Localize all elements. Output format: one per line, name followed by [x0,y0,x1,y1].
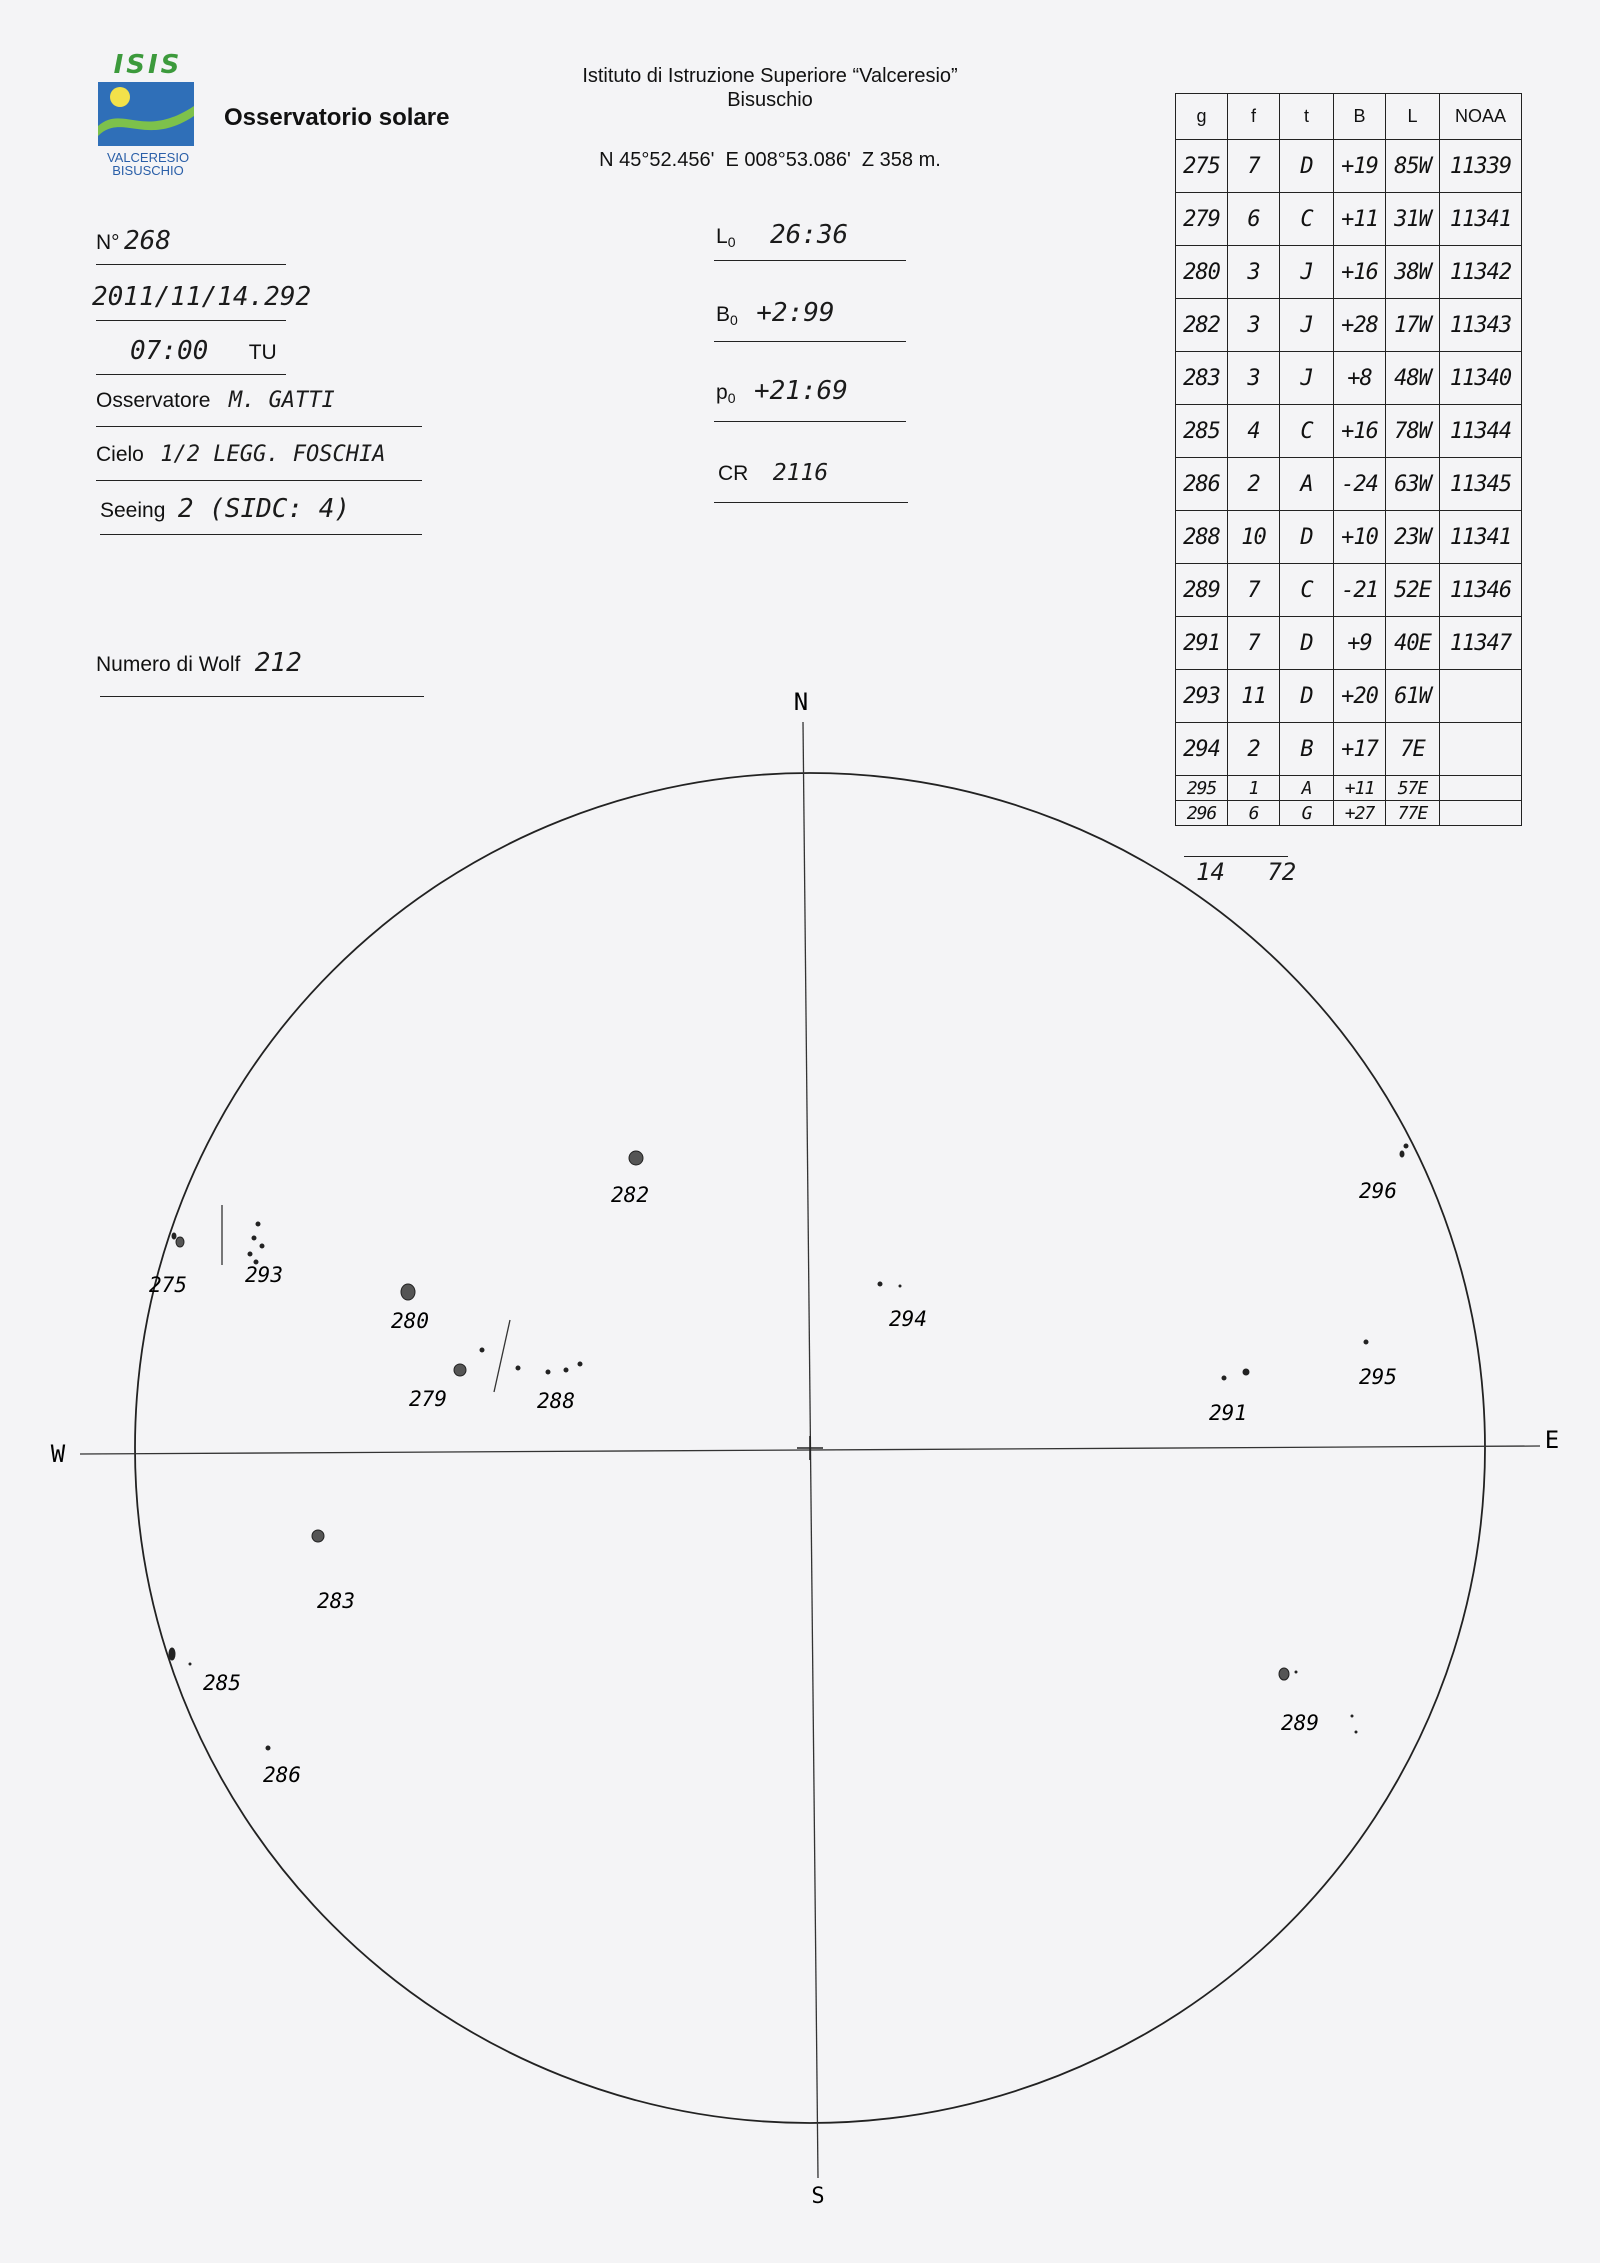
sunspot [1355,1731,1357,1733]
south-label: S [811,2184,825,2209]
sunspot [189,1663,191,1665]
cell-l: 48W [1386,352,1440,405]
cell-g: 275 [1176,140,1228,193]
sunspot-group [1359,1144,1408,1203]
cell-b: +16 [1334,246,1386,299]
sunspot-group-label: 285 [203,1671,241,1695]
sunspot [1404,1144,1408,1148]
cell-f: 3 [1228,246,1280,299]
sunspot [578,1362,582,1366]
cell-b: +9 [1334,617,1386,670]
cell-noaa: 11339 [1440,140,1522,193]
sunspot-group [409,1348,484,1411]
p0-value: +21:69 [753,376,848,406]
cell-t: A [1280,776,1334,801]
l0-label: L [716,225,728,248]
sunspot [266,1746,270,1750]
cell-f: 2 [1228,458,1280,511]
logo-caption-1: VALCERESIO [106,150,190,165]
cell-f: 1 [1228,776,1280,801]
cell-l: 52E [1386,564,1440,617]
sunspot-group [1209,1369,1249,1425]
cell-g: 285 [1176,405,1228,458]
sunspot [564,1368,568,1372]
report-date-value: 2011/11/14.292 [92,282,312,312]
sunspot [629,1151,643,1165]
sunspot [1351,1715,1353,1717]
cell-t: D [1280,140,1334,193]
cell-noaa: 11344 [1440,405,1522,458]
cell-b: -24 [1334,458,1386,511]
p0-field: $p_0$ +21:69 [716,376,848,407]
cell-b: +28 [1334,299,1386,352]
col-header-b: B [1334,94,1386,140]
cell-t: J [1280,352,1334,405]
sunspot-group [391,1284,429,1333]
sunspot-group [1279,1668,1357,1735]
sunspot [169,1648,175,1660]
sunspot [480,1348,484,1352]
cell-t: J [1280,299,1334,352]
cell-t: A [1280,458,1334,511]
cell-noaa: 11345 [1440,458,1522,511]
sunspot-group [516,1362,582,1413]
east-label: E [1544,1426,1560,1454]
sunspot-group-label: 286 [263,1763,301,1787]
sunspot-group [312,1530,355,1613]
cell-f: 6 [1228,801,1280,826]
col-header-f: f [1228,94,1280,140]
cell-g: 282 [1176,299,1228,352]
north-label: N [793,688,809,716]
sunspot [248,1252,252,1256]
cell-g: 286 [1176,458,1228,511]
total-spots: 72 [1267,858,1297,886]
observer-value: M. GATTI [228,388,335,413]
sunspot-group [149,1233,187,1297]
cell-f: 4 [1228,405,1280,458]
west-label: W [50,1440,66,1468]
cell-l: 61W [1386,670,1440,723]
cell-f: 3 [1228,352,1280,405]
cell-noaa: 11341 [1440,511,1522,564]
logo-brand: ISIS [113,50,183,80]
report-time-value: 07:00 [130,336,209,366]
sunspot-group [1359,1340,1397,1389]
cell-t: C [1280,405,1334,458]
sunspot-groups [149,1144,1408,1787]
sunspot-group-label: 291 [1209,1401,1247,1425]
sunspot [252,1236,256,1240]
sunspot-group-label: 289 [1281,1711,1319,1735]
institute-town: Bisuschio [727,89,813,111]
cell-g: 288 [1176,511,1228,564]
cell-l: 31W [1386,193,1440,246]
col-header-l: L [1386,94,1440,140]
report-time-unit: TU [248,341,277,364]
sunspot-group-label: 279 [409,1387,447,1411]
observer-label: Osservatore [96,389,211,412]
sunspot [878,1282,882,1286]
wolf-number-label: Numero di Wolf [96,653,241,676]
sunspot [1364,1340,1368,1344]
cell-l: 63W [1386,458,1440,511]
cell-b: +27 [1334,801,1386,826]
cell-noaa: 11341 [1440,193,1522,246]
cell-l: 57E [1386,776,1440,801]
sunspot [172,1233,176,1239]
sunspot [1295,1671,1297,1673]
cell-t: D [1280,617,1334,670]
cell-g: 294 [1176,723,1228,776]
sunspot-group [611,1151,649,1207]
report-number-value: 268 [124,226,171,256]
cell-t: G [1280,801,1334,826]
sky-label: Cielo [96,443,144,466]
cell-f: 11 [1228,670,1280,723]
sunspot [546,1370,550,1374]
sunspot [256,1222,260,1226]
sky-value: 1/2 LEGG. FOSCHIA [160,442,386,467]
cell-g: 279 [1176,193,1228,246]
wolf-number-value: 212 [254,648,302,678]
sunspot-group-label: 288 [537,1389,575,1413]
cell-l: 40E [1386,617,1440,670]
sunspot-group-label: 294 [889,1307,927,1331]
cr-value: 2116 [772,460,829,486]
sunspot [401,1284,415,1300]
sunspot [516,1366,520,1370]
cell-b: +16 [1334,405,1386,458]
page-title: Osservatorio solare [224,104,450,131]
cell-l: 78W [1386,405,1440,458]
seeing-value: 2 (SIDC: 4) [177,494,351,524]
sunspot-group-label: 275 [149,1273,187,1297]
cell-l: 85W [1386,140,1440,193]
sunspot [312,1530,324,1542]
seeing-label: Seeing [100,499,166,522]
b0-value: +2:99 [756,298,835,328]
cell-g: 296 [1176,801,1228,826]
cell-b: +8 [1334,352,1386,405]
cell-noaa: 11347 [1440,617,1522,670]
cell-noaa: 11343 [1440,299,1522,352]
col-header-g: g [1176,94,1228,140]
cell-l: 7E [1386,723,1440,776]
col-header-t: t [1280,94,1334,140]
cell-t: J [1280,246,1334,299]
cell-f: 6 [1228,193,1280,246]
sunspot-group [245,1222,283,1287]
l0-value: 26:36 [769,220,849,250]
sunspot-group-label: 283 [317,1589,355,1613]
sunspot [176,1237,184,1247]
sunspot [1400,1151,1404,1157]
cell-b: +11 [1334,193,1386,246]
cell-noaa: 11342 [1440,246,1522,299]
cell-l: 23W [1386,511,1440,564]
cell-b: +19 [1334,140,1386,193]
cell-t: D [1280,511,1334,564]
cell-b: +11 [1334,776,1386,801]
sunspot-group-label: 282 [611,1183,649,1207]
cell-g: 283 [1176,352,1228,405]
cell-f: 2 [1228,723,1280,776]
cell-g: 291 [1176,617,1228,670]
sunspot [1279,1668,1289,1680]
cell-noaa: 11346 [1440,564,1522,617]
sunspot [1243,1369,1249,1375]
cell-noaa: 11340 [1440,352,1522,405]
l0-field: $L_0$ 26:36 [716,220,849,251]
cell-g: 293 [1176,670,1228,723]
b0-label: B [716,303,731,326]
cell-g: 280 [1176,246,1228,299]
sunspot [260,1244,264,1248]
cell-t: D [1280,670,1334,723]
cell-f: 7 [1228,140,1280,193]
b0-field: $B_0$ +2:99 [716,298,835,329]
cell-f: 3 [1228,299,1280,352]
total-groups: 14 [1196,858,1225,886]
cell-g: 295 [1176,776,1228,801]
cell-f: 7 [1228,564,1280,617]
observatory-coords: N 45°52.456' E 008°53.086' Z 358 m. [599,149,941,171]
cell-l: 77E [1386,801,1440,826]
cell-t: B [1280,723,1334,776]
sunspot [899,1285,901,1287]
cell-l: 17W [1386,299,1440,352]
sunspot-group-label: 295 [1359,1365,1397,1389]
cell-l: 38W [1386,246,1440,299]
cell-f: 7 [1228,617,1280,670]
cr-label: CR [718,462,749,485]
cell-f: 10 [1228,511,1280,564]
cell-b: -21 [1334,564,1386,617]
sunspot-group-label: 296 [1359,1179,1397,1203]
cell-t: C [1280,193,1334,246]
col-header-noaa: NOAA [1440,94,1522,140]
sunspot [1222,1376,1226,1380]
cell-g: 289 [1176,564,1228,617]
p0-label: p [716,381,728,404]
sunspot [454,1364,466,1376]
sunspot-group-label: 280 [391,1309,429,1333]
cell-t: C [1280,564,1334,617]
sunspot-group [878,1282,927,1331]
logo-caption-2: BISUSCHIO [112,163,184,178]
report-number-label: N° [96,231,120,254]
cell-b: +17 [1334,723,1386,776]
sunspot-group [263,1746,301,1787]
institute-name: Istituto di Istruzione Superiore “Valceresio” [582,65,958,87]
cell-b: +20 [1334,670,1386,723]
cell-b: +10 [1334,511,1386,564]
sunspot-group-label: 293 [245,1263,283,1287]
guide-line-288 [494,1320,510,1392]
